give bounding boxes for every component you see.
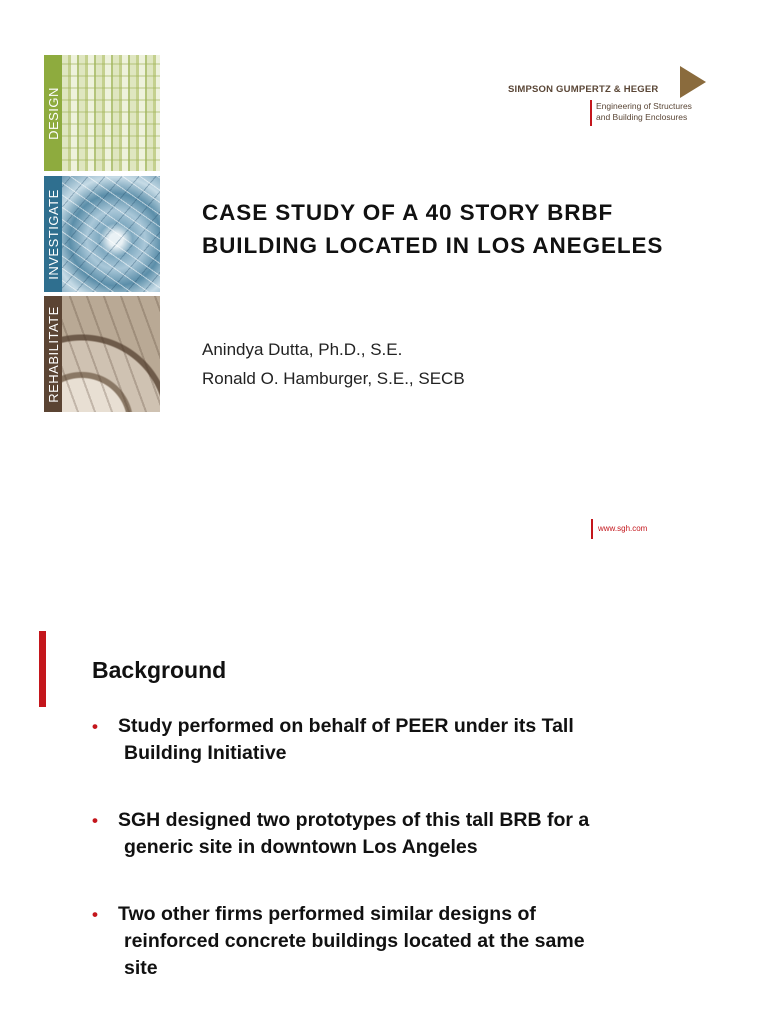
- bullet-item: [92, 901, 712, 982]
- author-1: Anindya Dutta, Ph.D., S.E.: [202, 340, 403, 359]
- tagline-line-1: Engineering of Structures: [596, 101, 692, 111]
- building-facade-image: [62, 55, 160, 171]
- investigate-strip: [44, 176, 62, 292]
- company-name: SIMPSON GUMPERTZ & HEGER: [508, 84, 659, 95]
- bullet-item: [92, 807, 712, 861]
- logo-tagline: [596, 101, 692, 123]
- bullet-line: site: [124, 957, 158, 979]
- background-slide: [0, 595, 768, 1024]
- author-list: [202, 335, 465, 393]
- bullet-dot-icon: •: [92, 811, 98, 830]
- rehabilitate-strip: [44, 296, 62, 412]
- cracked-glass-image: [62, 176, 160, 292]
- tagline-line-2: and Building Enclosures: [596, 112, 688, 122]
- bullet-line: reinforced concrete buildings located at the same: [124, 930, 585, 952]
- accent-bar: [39, 631, 46, 707]
- design-label: DESIGN: [45, 86, 61, 140]
- rehabilitate-label: REHABILITATE: [45, 305, 61, 403]
- website-link[interactable]: www.sgh.com: [598, 524, 648, 533]
- design-strip: [44, 55, 62, 171]
- bullet-line: Building Initiative: [124, 742, 287, 764]
- title-line-1: CASE STUDY OF A 40 STORY BRBF: [202, 200, 614, 225]
- title-line-2: BUILDING LOCATED IN LOS ANEGELES: [202, 233, 664, 258]
- design-banner-image: [44, 55, 160, 171]
- presentation-title: [202, 196, 663, 262]
- bullet-list: [92, 713, 712, 1022]
- bullet-item: [92, 713, 712, 767]
- logo-triangle-icon: [680, 66, 706, 98]
- logo-divider: [590, 100, 592, 126]
- slide-heading: Background: [92, 657, 227, 683]
- slide-gap: [0, 575, 768, 595]
- bullet-dot-icon: •: [92, 905, 98, 924]
- sgh-logo: [508, 66, 708, 130]
- rotunda-image: [62, 296, 160, 412]
- rehabilitate-banner-image: [44, 296, 160, 412]
- author-2: Ronald O. Hamburger, S.E., SECB: [202, 369, 465, 388]
- bullet-line: Two other firms performed similar designs of: [118, 903, 536, 925]
- bullet-line: SGH designed two prototypes of this tall BRB for a: [118, 809, 590, 831]
- bullet-line: Study performed on behalf of PEER under its Tall: [118, 715, 574, 737]
- bullet-line: generic site in downtown Los Angeles: [124, 836, 478, 858]
- investigate-banner-image: [44, 176, 160, 292]
- bullet-dot-icon: •: [92, 717, 98, 736]
- website-divider: [591, 519, 593, 539]
- investigate-label: INVESTIGATE: [45, 188, 61, 280]
